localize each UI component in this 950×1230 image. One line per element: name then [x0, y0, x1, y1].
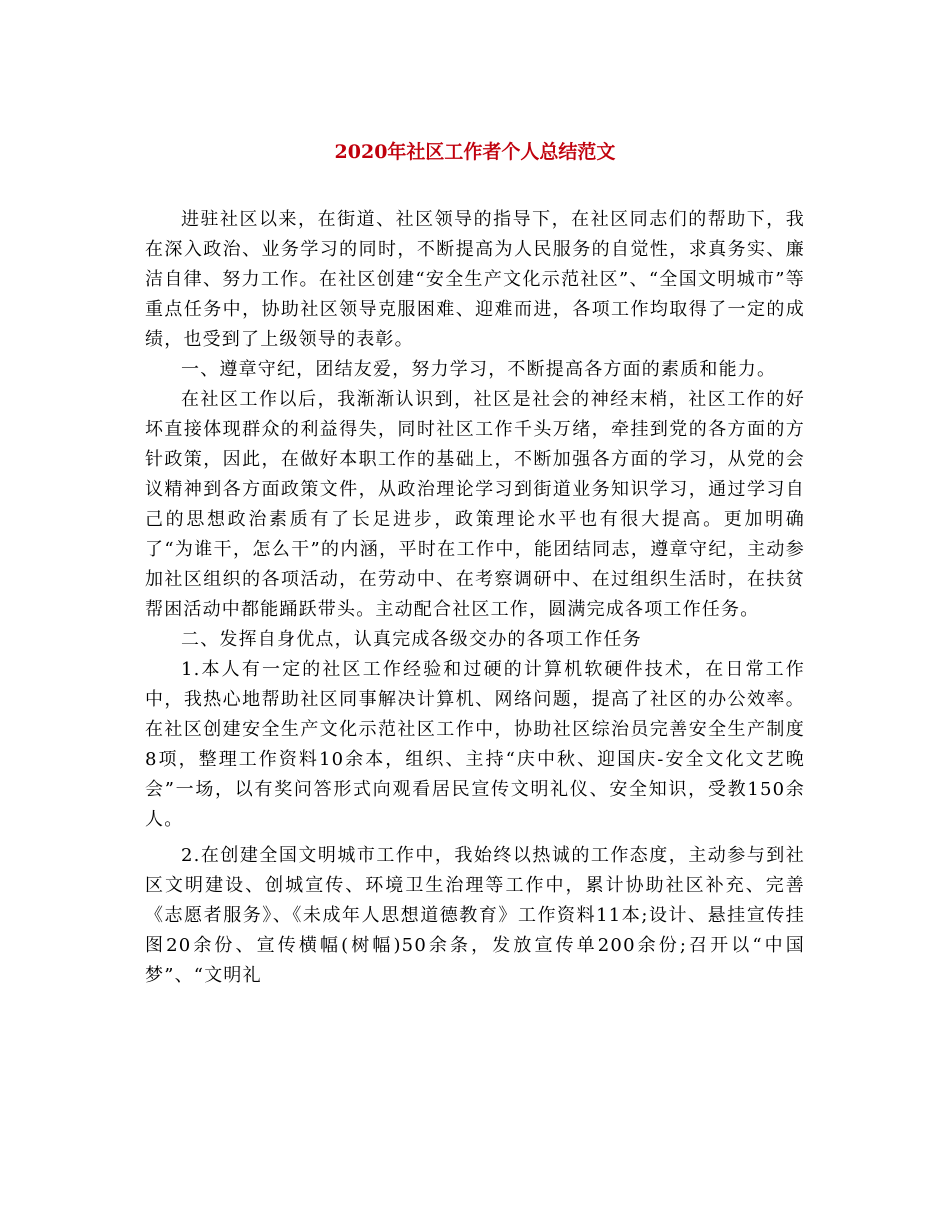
section-heading-2: 二、发挥自身优点，认真完成各级交办的各项工作任务: [181, 629, 642, 650]
paragraph-section-1: 在社区工作以后，我渐渐认识到，社区是社会的神经末梢，社区工作的好坏直接体现群众的利益得失，同时社区工作千头万绪，牵挂到党的各方面的方针政策，因此，在做好本职工作的基础上，不断加强各方面的学习，从党的会议精神到各方面政策文件，从政治理论学习到街道业务知识学习，通过学习自己的思想政治素质有了长足进步，政策理论水平也有很大提高。更加明确了“为谁干，怎么干”的内涵，平时在工作中，能团结同志，遵章守纪，主动参加社区组织的各项活动，在劳动中、在考察调研中、在过组织生活时，在扶贫帮困活动中都能踊跃带头。主动配合社区工作，圆满完成各项工作任务。: [145, 389, 805, 620]
paragraph-item-2: 2.在创建全国文明城市工作中，我始终以热诚的工作态度，主动参与到社区文明建设、创城宣传、环境卫生治理等工作中，累计协助社区补充、完善《志愿者服务》、《未成年人思想道德教育》工作资料11本;设计、悬挂宣传挂图20余份、宣传横幅(树幅)50余条，发放宣传单200余份;召开以“中国梦”、“文明礼: [145, 845, 805, 986]
paragraph-item-1: 1.本人有一定的社区工作经验和过硬的计算机软硬件技术，在日常工作中，我热心地帮助社区同事解决计算机、网络问题，提高了社区的办公效率。在社区创建安全生产文化示范社区工作中，协助社区综治员完善安全生产制度8项，整理工作资料10余本，组织、主持“庆中秋、迎国庆-安全文化文艺晚会”一场，以有奖问答形式向观看居民宣传文明礼仪、安全知识，受教150余人。: [145, 659, 805, 830]
document-body: [145, 205, 805, 991]
document-title: 2020年社区工作者个人总结范文: [334, 141, 616, 163]
paragraph-intro: 进驻社区以来，在街道、社区领导的指导下，在社区同志们的帮助下，我在深入政治、业务学习的同时，不断提高为人民服务的自觉性，求真务实、廉洁自律、努力工作。在社区创建“安全生产文化示范社区”、“全国文明城市”等重点任务中，协助社区领导克服困难、迎难而进，各项工作均取得了一定的成绩，也受到了上级领导的表彰。: [145, 209, 805, 350]
section-heading-1: 一、遵章守纪，团结友爱，努力学习，不断提高各方面的素质和能力。: [181, 359, 777, 380]
